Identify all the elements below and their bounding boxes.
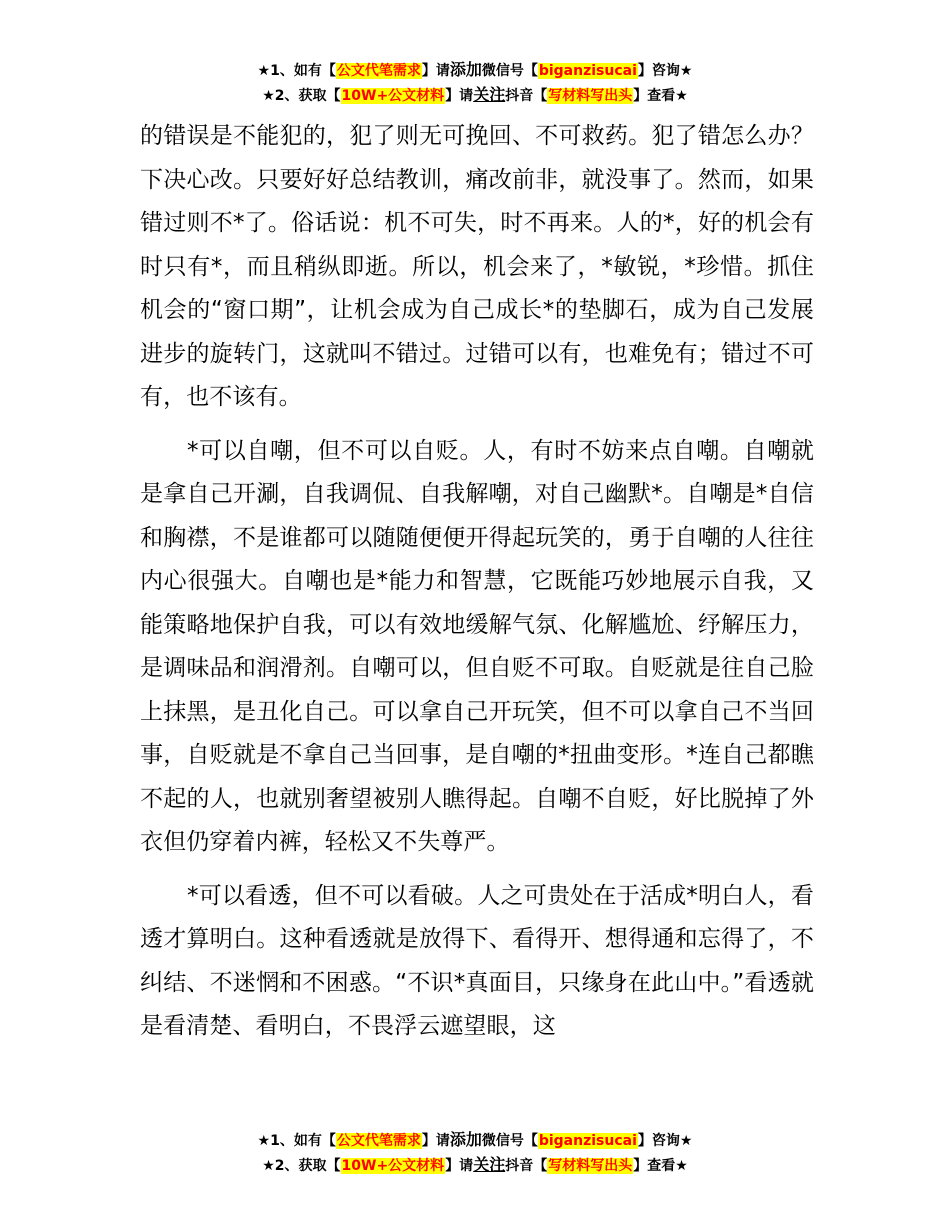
banner-text: 】咨询★ — [637, 63, 693, 79]
banner-text: 】咨询★ — [637, 1133, 693, 1149]
banner-emphasis: 添加 — [449, 1130, 482, 1149]
star-icon: ★ — [262, 88, 275, 104]
banner-text: 】请 — [421, 1133, 450, 1149]
star-icon: ★ — [257, 63, 271, 79]
banner-emphasis: 关注 — [473, 85, 506, 104]
document-body — [140, 115, 814, 1059]
star-icon: ★ — [262, 1158, 275, 1174]
banner-text: 如有【 — [293, 63, 336, 79]
banner-text: 微信号【 — [481, 1133, 538, 1149]
highlight-ghostwriting: 公文代笔需求 — [336, 63, 421, 79]
banner-number: 2、 — [274, 88, 299, 104]
banner-emphasis: 关注 — [473, 1155, 506, 1174]
banner-text: 】查看★ — [633, 88, 688, 104]
banner-text: 抖音【 — [505, 88, 548, 104]
highlight-douyin: 写材料写出头 — [548, 88, 633, 104]
highlight-wechat-id: biganzisucai — [538, 63, 637, 79]
banner-text: 】请 — [421, 63, 450, 79]
banner-line-2 — [0, 1153, 950, 1178]
banner-number: 1、 — [270, 1133, 294, 1149]
banner-text: 】请 — [445, 1158, 474, 1174]
banner-text: 获取【 — [298, 88, 341, 104]
banner-text: 】请 — [445, 88, 474, 104]
highlight-materials: 10W+公文材料 — [341, 88, 445, 104]
banner-number: 2、 — [274, 1158, 299, 1174]
highlight-wechat-id: biganzisucai — [538, 1133, 637, 1149]
paragraph: 的错误是不能犯的，犯了则无可挽回、不可救药。犯了错怎么办？下决心改。只要好好总结教训，痛改前非，就没事了。然而，如果错过则不*了。俗话说：机不可失，时不再来。人的*，好的机会有时只有*，而且稍纵即逝。所以，机会来了，*敏锐，*珍惜。抓住机会的“窗口期”，让机会成为自己成长*的垫脚石，成为自己发展进步的旋转门，这就叫不错过。过错可以有，也难免有；错过不可有，也不该有。 — [140, 123, 814, 410]
highlight-ghostwriting: 公文代笔需求 — [336, 1133, 421, 1149]
banner-line-2 — [0, 83, 950, 108]
banner-line-1 — [0, 58, 950, 83]
banner-text: 如有【 — [293, 1133, 336, 1149]
banner-text: 微信号【 — [481, 63, 538, 79]
paragraph: *可以看透，但不可以看破。人之可贵处在于活成*明白人，看透才算明白。这种看透就是放得下、看得开、想得通和忘得了，不纠结、不迷惘和不困惑。“不识*真面目，只缘身在此山中。”看透就是看清楚、看明白，不畏浮云遮望眼，这 — [140, 882, 814, 1039]
banner-text: 】查看★ — [633, 1158, 688, 1174]
highlight-douyin: 写材料写出头 — [548, 1158, 633, 1174]
banner-text: 获取【 — [298, 1158, 341, 1174]
banner-text: 抖音【 — [505, 1158, 548, 1174]
banner-emphasis: 添加 — [449, 60, 482, 79]
star-icon: ★ — [257, 1133, 271, 1149]
banner-number: 1、 — [270, 63, 294, 79]
highlight-materials: 10W+公文材料 — [341, 1158, 445, 1174]
footer-banner — [0, 1128, 950, 1178]
paragraph: *可以自嘲，但不可以自贬。人，有时不妨来点自嘲。自嘲就是拿自己开涮，自我调侃、自我解嘲，对自己幽默*。自嘲是*自信和胸襟，不是谁都可以随随便便开得起玩笑的，勇于自嘲的人往往内心很强大。自嘲也是*能力和智慧，它既能巧妙地展示自我，又能策略地保护自我，可以有效地缓解气氛、化解尴尬、纾解压力，是调味品和润滑剂。自嘲可以，但自贬不可取。自贬就是往自己脸上抹黑，是丑化自己。可以拿自己开玩笑，但不可以拿自己不当回事，自贬就是不拿自己当回事，是自嘲的*扭曲变形。*连自己都瞧不起的人，也就别奢望被别人瞧得起。自嘲不自贬，好比脱掉了外衣但仍穿着内裤，轻松又不失尊严。 — [140, 437, 814, 855]
header-banner — [0, 58, 950, 108]
banner-line-1 — [0, 1128, 950, 1153]
